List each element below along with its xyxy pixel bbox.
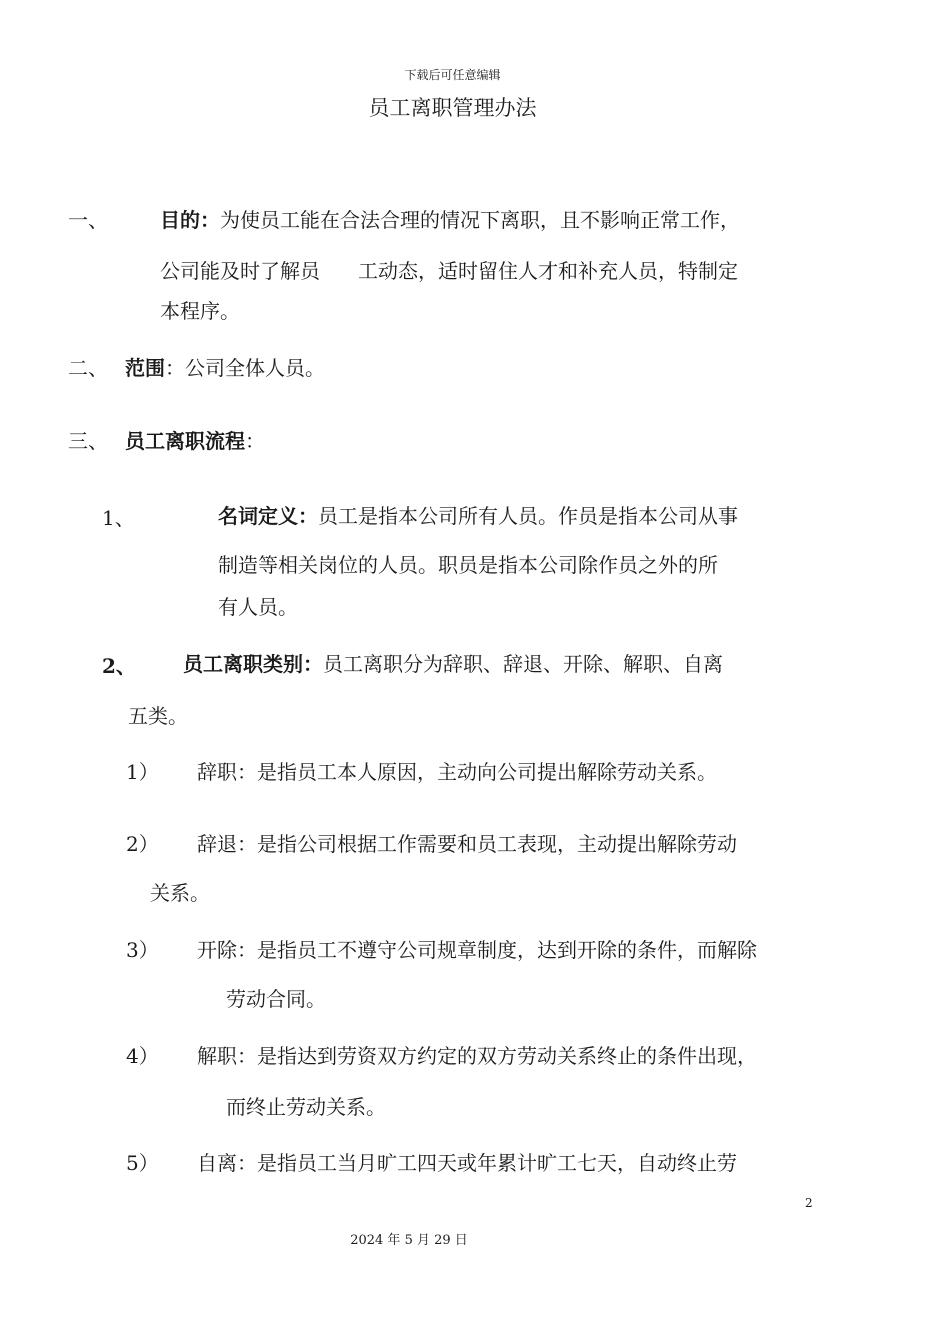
item-1-number: 1、 <box>102 506 135 530</box>
section-2-text: ：公司全体人员。 <box>165 356 325 380</box>
section-1-line-1 <box>160 206 740 234</box>
header-note: 下载后可任意编辑 <box>404 68 501 82</box>
subitem-4-line-1: 解职：是指达到劳资双方约定的双方劳动关系终止的条件出现， <box>197 1044 757 1068</box>
section-1-line-3: 本程序。 <box>160 299 240 323</box>
page-number: 2 <box>805 1196 813 1210</box>
document-title: 员工离职管理办法 <box>368 96 537 120</box>
section-3-text: ： <box>245 429 265 453</box>
subitem-4-line-2: 而终止劳动关系。 <box>226 1095 386 1119</box>
subitem-3-line-1: 开除：是指员工不遵守公司规章制度，达到开除的条件，而解除 <box>197 938 757 962</box>
section-2-line <box>125 354 325 382</box>
section-1-line-2 <box>160 257 738 285</box>
item-1-line-2: 制造等相关岗位的人员。职员是指本公司除作员之外的所 <box>218 553 718 577</box>
section-3-number: 三、 <box>68 429 108 453</box>
subitem-2-line-1: 辞退：是指公司根据工作需要和员工表现，主动提出解除劳动 <box>197 832 737 856</box>
item-2-text: 员工离职分为辞职、辞退、开除、解职、自离 <box>323 652 723 676</box>
section-3-line <box>125 427 265 455</box>
item-2-line-1 <box>183 650 723 678</box>
section-1-text: 为使员工能在合法合理的情况下离职，且不影响正常工作， <box>220 208 740 232</box>
item-2-label: 员工离职类别： <box>183 652 323 676</box>
subitem-1-line-1: 辞职：是指员工本人原因，主动向公司提出解除劳动关系。 <box>197 760 717 784</box>
item-2-number: 2、 <box>102 654 136 678</box>
subitem-5-number: 5） <box>126 1151 159 1175</box>
item-1-label: 名词定义： <box>218 504 318 528</box>
item-1-line-3: 有人员。 <box>218 595 298 619</box>
section-2-number: 二、 <box>68 356 108 380</box>
subitem-3-line-2: 劳动合同。 <box>226 987 326 1011</box>
section-2-label: 范围 <box>125 356 165 380</box>
item-1-text: 员工是指本公司所有人员。作员是指本公司从事 <box>318 504 738 528</box>
subitem-3-number: 3） <box>126 938 159 962</box>
section-1-label: 目的： <box>160 208 220 232</box>
subitem-4-number: 4） <box>126 1044 159 1068</box>
item-1-line-1 <box>218 502 738 530</box>
subitem-5-line-1: 自离：是指员工当月旷工四天或年累计旷工七天，自动终止劳 <box>197 1151 737 1175</box>
subitem-2-line-2: 关系。 <box>150 881 210 905</box>
item-2-line-2: 五类。 <box>128 704 188 728</box>
section-1-line-2b: 工动态，适时留住人才和补充人员，特制定 <box>358 259 738 283</box>
subitem-1-number: 1） <box>126 760 159 784</box>
footer-date: 2024 年 5 月 29 日 <box>350 1233 468 1248</box>
subitem-2-number: 2） <box>126 832 159 856</box>
section-1-number: 一、 <box>68 208 108 232</box>
section-3-label: 员工离职流程 <box>125 429 245 453</box>
section-1-line-2a: 公司能及时了解员 <box>160 259 320 283</box>
